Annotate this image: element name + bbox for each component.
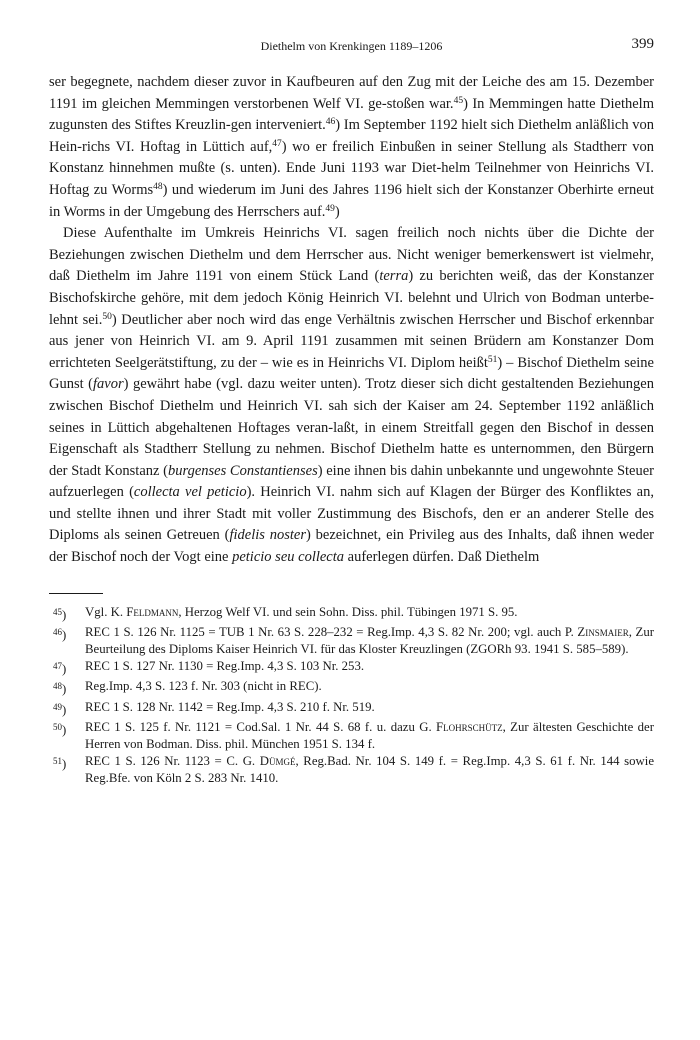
footnote-number-value: 48 [53, 681, 62, 692]
text-run: ) [334, 203, 340, 220]
author-name: Dümgé [259, 754, 296, 769]
main-text [49, 72, 654, 569]
footnote-text [85, 624, 654, 658]
text-run: ) eine ihnen bis dahin unbekannte und ungewohnte Steuer aufzuerlegen ( [49, 462, 654, 501]
footnote-text [85, 699, 654, 716]
footnote-reference: 50 [102, 311, 112, 322]
footnote-number-value: 46 [53, 626, 62, 637]
footnote-number-value: 49 [53, 701, 62, 712]
footnote-50 [49, 719, 654, 753]
footnote-reference: 47 [272, 138, 282, 149]
footnote-text [85, 719, 654, 753]
text-run: ) und wiederum im Juni des Jahres 1196 hielt sich der Konstanzer Oberhirte erneut in Worms in der Umgebung des Herrschers auf. [49, 181, 654, 220]
footnote-number: $^{45}$) [53, 606, 67, 622]
footnote-number-value: 50 [53, 721, 62, 732]
italic-term: peticio seu collecta [232, 549, 345, 566]
text-run: REC 1 S. 128 Nr. 1142 = Reg.Imp. 4,3 S. 210 f. Nr. 519. [85, 699, 375, 714]
author-name: Feldmann [126, 604, 179, 619]
author-name: Flohrschütz [436, 719, 503, 734]
text-run: REC 1 S. 126 Nr. 1123 = C. G. [85, 754, 260, 769]
footnotes [49, 604, 654, 788]
italic-term: favor [93, 376, 124, 393]
text-run: , Zur Beurteilung des Diploms Kaiser Heinrich VI. für das Kloster Kreuzlingen (ZGORh 93. 1941 S. 585–589). [85, 624, 654, 657]
footnote-47 [49, 658, 654, 678]
text-run: ser begegnete, nachdem dieser zuvor in Kaufbeuren auf den Zug mit der Leiche des am 15. Dezember 1191 im gleichen Memmingen verstorbenen Welf VI. ge-stoßen war. [49, 74, 654, 112]
footnote-number: $^{49}$) [53, 701, 67, 717]
text-run: Reg.Imp. 4,3 S. 123 f. Nr. 303 (nicht in REC). [85, 679, 322, 694]
text-run: REC 1 S. 125 f. Nr. 1121 = Cod.Sal. 1 Nr. 44 S. 68 f. u. dazu G. [85, 719, 436, 734]
footnote-number-value: 51 [53, 756, 62, 767]
footnote-reference: 45 [453, 95, 464, 106]
text-run: , Reg.Bad. Nr. 104 S. 149 f. = Reg.Imp. 4,3 S. 61 f. Nr. 144 sowie Reg.Bfe. von Köln 2 S. 283 Nr. 1410. [85, 754, 655, 786]
page-number: 399 [631, 36, 654, 52]
author-name: Zinsmaier [577, 624, 629, 639]
italic-term: fidelis noster [229, 527, 306, 544]
italic-term: burgenses Constantienses [167, 462, 318, 479]
footnote-51 [49, 753, 654, 787]
footnote-number: $^{47}$) [53, 661, 67, 677]
footnote-separator [49, 593, 103, 594]
text-run: ) Deutlicher aber noch wird das enge Verhältnis zwischen Herrscher und Bischof erkennbar aus jener von Heinrich VI. am 9. April 1191 zusammen mit seinen Brüdern am Konstanzer Dom errichteten Seelgerätstiftung, zu der – wie es in Heinrichs VI. Diplom heißt [49, 311, 654, 371]
running-header [49, 36, 654, 58]
footnote-text [85, 753, 654, 787]
footnote-number-value: 47 [53, 661, 62, 672]
paragraph-1 [49, 72, 654, 223]
text-run: ). Heinrich VI. nahm sich auf Klagen der Bürger des Konfliktes an, und stellte ihnen und ihrer Stadt mit voller Zustimmung des Bischofs, den er an anderer Stelle des Diploms als seinen Getreuen ( [49, 484, 654, 544]
footnote-number: $^{50}$) [53, 721, 67, 737]
footnote-number-value: 45 [53, 606, 62, 617]
book-page [49, 36, 654, 788]
text-run: Diese Aufenthalte im Umkreis Heinrichs VI. sagen freilich noch nichts über die Dichte der Beziehungen zwischen Diethelm und dem Herrscher aus. Nicht weniger bemerkenswert ist vielmehr, daß Diethelm im Jahre 1191 von einem Stück Land ( [49, 225, 654, 285]
paragraph-2 [49, 223, 654, 569]
text-run: auferlegen dürfen. Daß Diethelm [344, 549, 540, 566]
footnote-reference: 49 [325, 203, 335, 214]
text-run: ) bezeichnet, ein Privileg aus des Inhalts, daß ihnen weder der Bischof noch der Vogt eine [49, 527, 654, 566]
footnote-number: $^{51}$) [53, 756, 67, 772]
text-run: , Herzog Welf VI. und sein Sohn. Diss. phil. Tübingen 1971 S. 95. [178, 604, 518, 619]
footnote-text [85, 658, 654, 675]
footnote-text [85, 678, 654, 695]
footnote-49 [49, 699, 654, 719]
footnote-number: $^{48}$) [53, 681, 67, 697]
footnote-number: $^{46}$) [53, 626, 67, 642]
footnote-text [85, 604, 654, 621]
footnote-46 [49, 624, 654, 658]
italic-term: collecta vel peticio [133, 484, 247, 501]
text-run: Vgl. K. [85, 604, 127, 619]
text-run: ) zu berichten weiß, das der Konstanzer Bischofskirche gehöre, mit dem jedoch König Heinrich VI. belehnt und Ulrich von Bodman unterbe-lehnt sei. [49, 268, 654, 328]
footnote-reference: 51 [487, 354, 498, 365]
running-title: Diethelm von Krenkingen 1189–1206 [260, 39, 443, 53]
footnote-45 [49, 604, 654, 624]
text-run: ) wo er freilich Einbußen in seiner Stellung als Stadtherr von Konstanz hinnehmen mußte (s. unten). Ende Juni 1193 war Diet-helm Teilnehmer von Heinrichs VI. Hoftag zu Worms [49, 138, 654, 198]
italic-term: terra [379, 268, 409, 285]
footnote-reference: 48 [153, 181, 163, 192]
footnote-reference: 46 [325, 117, 336, 128]
text-run: REC 1 S. 127 Nr. 1130 = Reg.Imp. 4,3 S. 103 Nr. 253. [85, 659, 365, 674]
footnote-48 [49, 678, 654, 698]
text-run: ) In Memmingen hatte Diethelm zugunsten des Stiftes Kreuzlin-gen interveniert. [49, 95, 654, 134]
text-run: ) gewährt habe (vgl. dazu weiter unten). Trotz dieser sich dicht gestaltenden Beziehungen zwischen Bischof Diethelm und Heinrich VI. sah sich der Kaiser am 24. September 1192 anläßlich seines in Lüttich abgehaltenen Hoftages veran-laßt, in einem Streitfall gegen den Bischof in dessen Eigenschaft als Stadtherr Stellung zu nehmen. Bischof Diethelm hatte es unternommen, den Bürgern der Stadt Konstanz ( [49, 376, 654, 479]
text-run: ) Im September 1192 hielt sich Diethelm anläßlich von Hein-richs VI. Hoftag in Lüttich auf, [49, 117, 654, 155]
text-run: , Zur ältesten Geschichte der Herren von Bodman. Diss. phil. München 1951 S. 134 f. [85, 719, 654, 752]
text-run: REC 1 S. 126 Nr. 1125 = TUB 1 Nr. 63 S. 228–232 = Reg.Imp. 4,3 S. 82 Nr. 200; vgl. auch P. [85, 624, 578, 639]
text-run: ) – Bischof Diethelm seine Gunst ( [49, 354, 654, 393]
